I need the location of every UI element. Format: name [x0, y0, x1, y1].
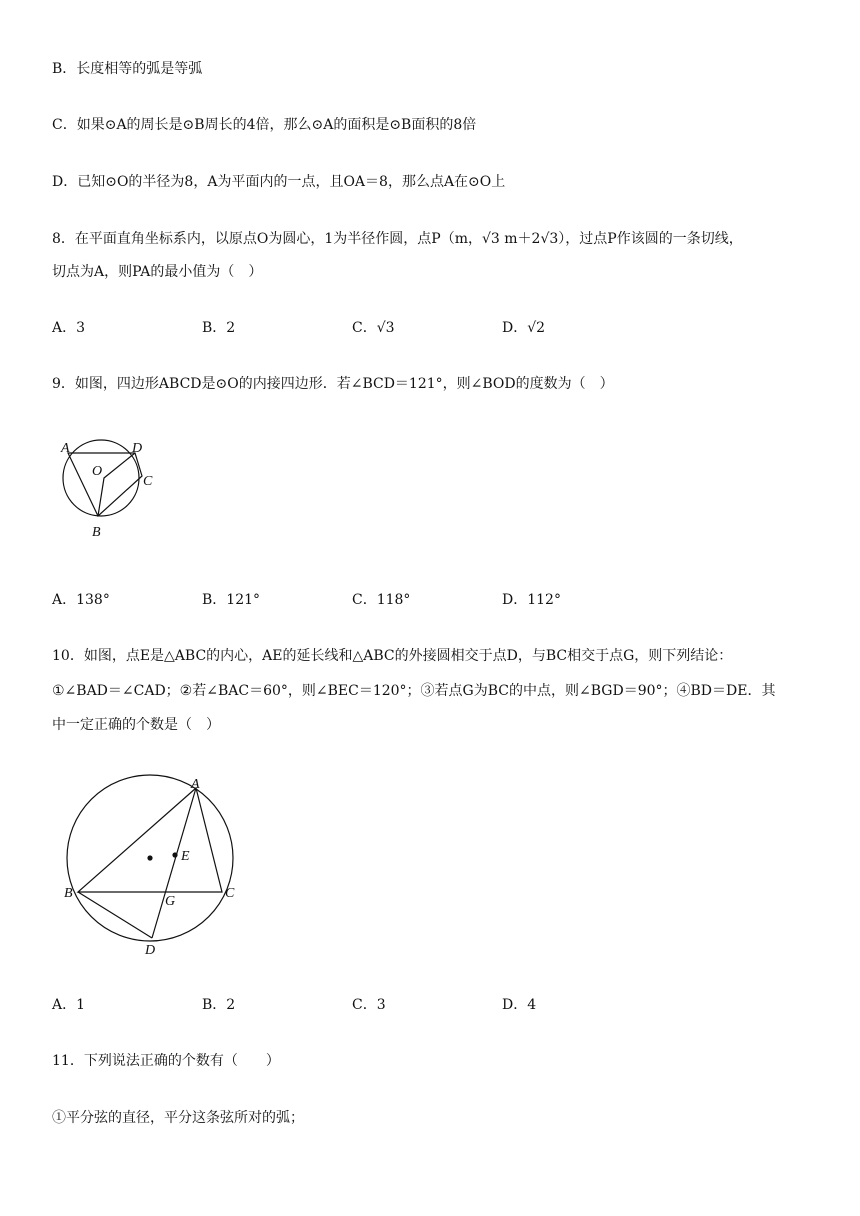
- q10-stem-line1: 10．如图，点E是△ABC的内心，AE的延长线和△ABC的外接圆相交于点D，与BC相交于点G，则下列结论：: [52, 648, 733, 664]
- q8-stem-line2: 切点为A，则PA的最小值为（ ）: [52, 264, 263, 280]
- q7-option-d: D．已知⊙O的半径为8，A为平面内的一点，且OA＝8，那么点A在⊙O上: [52, 174, 506, 190]
- q11-stem: 11．下列说法正确的个数有（ ）: [52, 1053, 280, 1069]
- q8-option-a: A．3: [52, 320, 86, 336]
- q10-option-d: D．4: [502, 997, 537, 1013]
- q10-incenter-point: [172, 852, 177, 857]
- q9-label-o: O: [92, 464, 103, 479]
- q8-option-d: D．√2: [502, 320, 546, 336]
- q10-label-g: G: [165, 894, 176, 909]
- q10-label-b: B: [64, 886, 73, 901]
- q10-option-c: C．3: [352, 997, 386, 1013]
- q9-quadrilateral-abcd: [68, 453, 142, 516]
- q9-option-d: D．112°: [502, 592, 561, 608]
- q10-center-point: [147, 855, 152, 860]
- q10-figure: [60, 772, 260, 962]
- q7-option-b: B．长度相等的弧是等弧: [52, 61, 203, 77]
- q9-label-b: B: [92, 525, 101, 540]
- q10-label-c: C: [225, 886, 235, 901]
- q9-option-b: B．121°: [202, 592, 261, 608]
- q8-stem-line1: 8．在平面直角坐标系内，以原点O为圆心，1为半径作圆，点P（m，√3 m＋2√3），过点P作该圆的一条切线，: [52, 231, 743, 247]
- q10-label-a: A: [191, 777, 200, 792]
- q9-radii-bod: [98, 453, 135, 516]
- q10-option-b: B．2: [202, 997, 236, 1013]
- q7-option-c: C．如果⊙A的周长是⊙B周长的4倍，那么⊙A的面积是⊙B面积的8倍: [52, 117, 477, 133]
- q10-stem-line3: 中一定正确的个数是（ ）: [52, 717, 220, 733]
- q9-stem: 9．如图，四边形ABCD是⊙O的内接四边形．若∠BCD＝121°，则∠BOD的度数为（ ）: [52, 376, 614, 392]
- q9-label-c: C: [143, 474, 153, 489]
- q8-option-b: B．2: [202, 320, 236, 336]
- q10-label-e: E: [181, 849, 190, 864]
- q10-option-a: A．1: [52, 997, 86, 1013]
- q10-stem-line2: ①∠BAD＝∠CAD；②若∠BAC＝60°，则∠BEC＝120°；③若点G为BC的中点，则∠BGD＝90°；④BD＝DE．其: [52, 683, 776, 699]
- q11-item-1: ①平分弦的直径，平分这条弦所对的弧；: [52, 1110, 304, 1126]
- q9-option-c: C．118°: [352, 592, 411, 608]
- q8-option-c: C．√3: [352, 320, 395, 336]
- q10-label-d: D: [145, 943, 156, 958]
- q10-triangle-abc: [78, 788, 222, 892]
- q9-option-a: A．138°: [52, 592, 110, 608]
- q9-label-a: A: [61, 441, 70, 456]
- q9-figure: [52, 438, 192, 548]
- q9-label-d: D: [132, 441, 143, 456]
